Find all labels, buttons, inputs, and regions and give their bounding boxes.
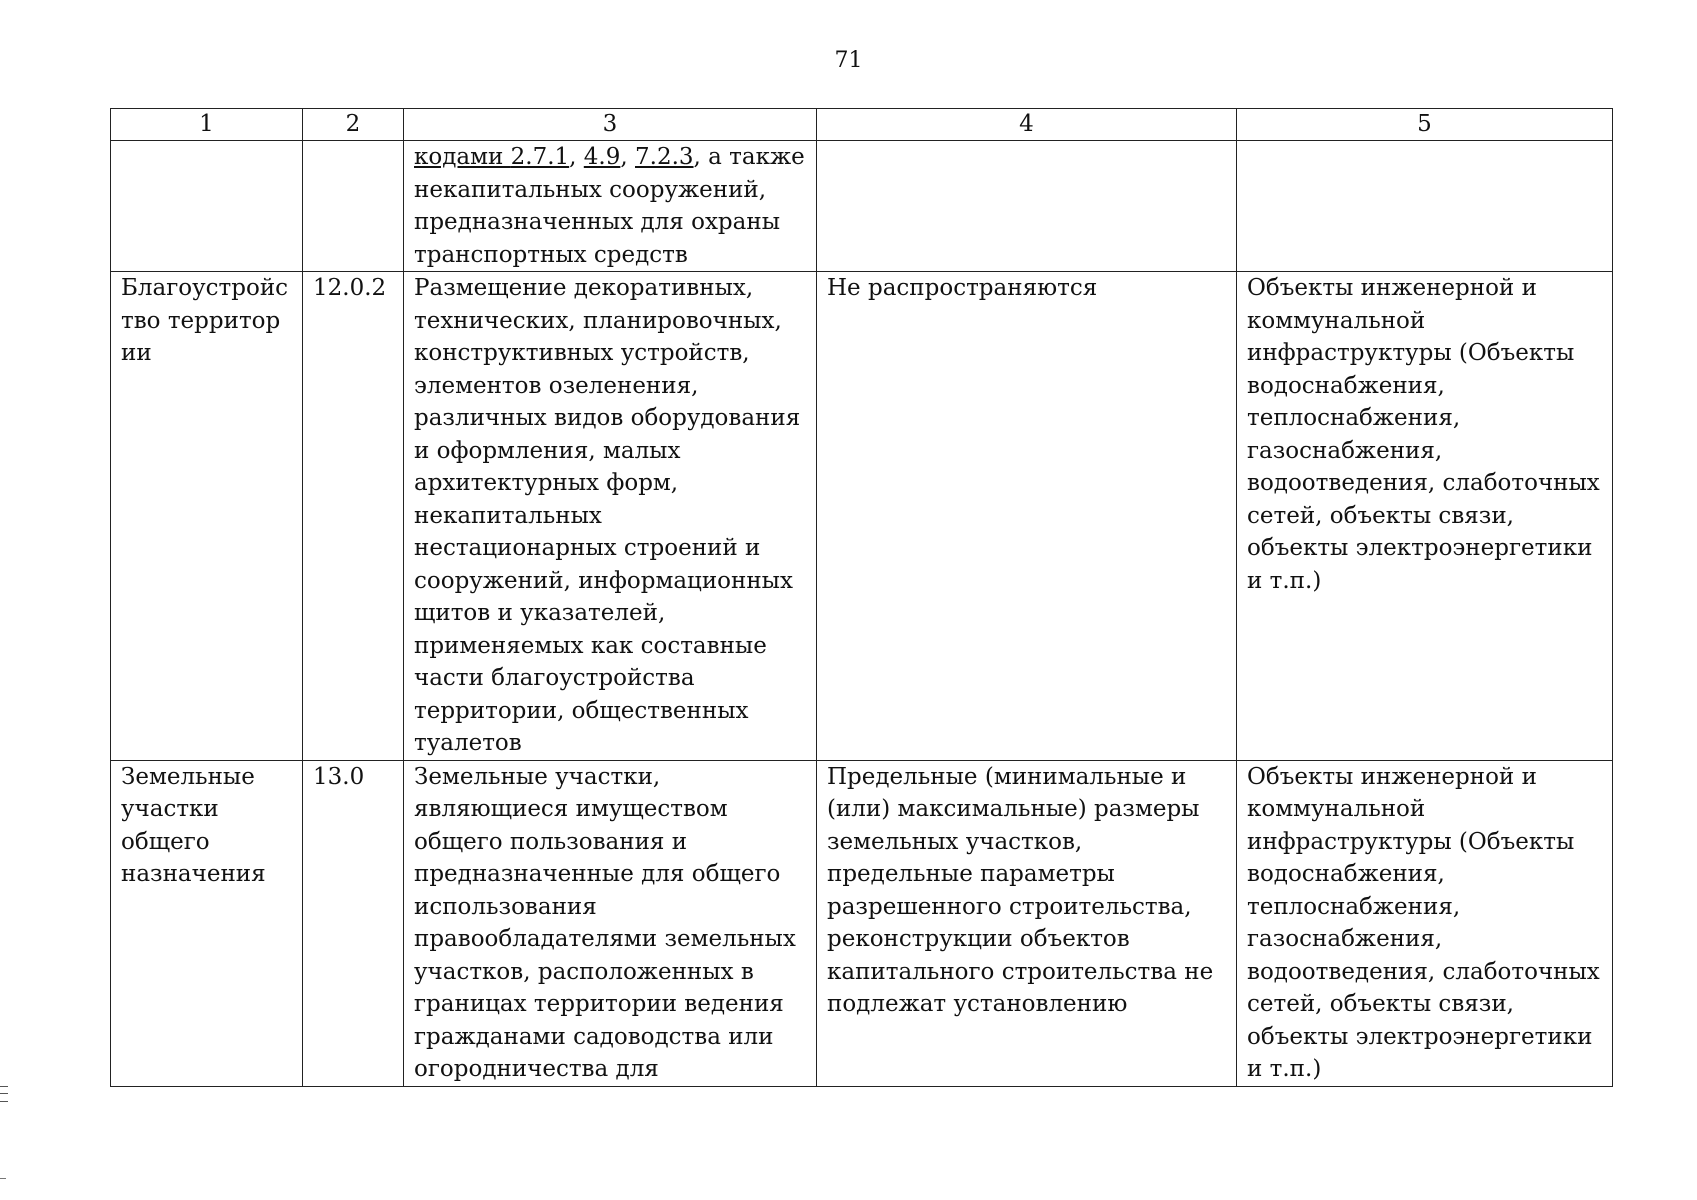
scan-edge-mark [0, 1086, 8, 1102]
scan-edge-dash [0, 1178, 6, 1179]
header-cell-4: 4 [817, 109, 1237, 141]
row1-type-cell [111, 141, 303, 272]
row1-parameters-cell [817, 141, 1237, 272]
codes-prefix: кодами [414, 144, 511, 170]
row1-description-cell [404, 141, 817, 272]
row3-code-cell: 13.0 [303, 760, 404, 1086]
header-cell-3: 3 [404, 109, 817, 141]
zoning-table [110, 108, 1613, 1087]
table-header-row [111, 109, 1613, 141]
row2-code-cell: 12.0.2 [303, 272, 404, 761]
header-cell-2: 2 [303, 109, 404, 141]
row3-parameters-cell: Предельные (минимальные и (или) максимальные) размеры земельных участков, предельные параметры разрешенного строительства, реконструкции объектов капитального строительства не подлежат установлению [817, 760, 1237, 1086]
table-row [111, 141, 1613, 272]
code-separator: , [569, 144, 584, 170]
code-link-4-9[interactable]: 4.9 [583, 144, 621, 170]
header-cell-1: 1 [111, 109, 303, 141]
row3-description-cell: Земельные участки, являющиеся имуществом общего пользования и предназначенные для общего использования правообладателями земельных участков, расположенных в границах территории ведения гражданами садоводства или огородничества для [404, 760, 817, 1086]
row3-type-cell: Земельные участки общего назначения [111, 760, 303, 1086]
table-row [111, 760, 1613, 1086]
row2-description-cell: Размещение декоративных, технических, планировочных, конструктивных устройств, элементов озеленения, различных видов оборудования и оформления, малых архитектурных форм, некапитальных нестационарных строений и сооружений, информационных щитов и указателей, применяемых как составные части благоустройства территории, общественных туалетов [404, 272, 817, 761]
row1-auxiliary-cell [1237, 141, 1613, 272]
table-row [111, 272, 1613, 761]
code-separator: , [620, 144, 635, 170]
page-number: 71 [834, 48, 863, 73]
row2-type-cell: Благоустройство территории [111, 272, 303, 761]
row1-code-cell [303, 141, 404, 272]
row2-auxiliary-cell: Объекты инженерной и коммунальной инфраструктуры (Объекты водоснабжения, теплоснабжения, газоснабжения, водоотведения, слаботочных сетей, объекты связи, объекты электроэнергетики и т.п.) [1237, 272, 1613, 761]
header-cell-5: 5 [1237, 109, 1613, 141]
code-link-7-2-3[interactable]: 7.2.3 [635, 144, 694, 170]
row2-parameters-cell: Не распространяются [817, 272, 1237, 761]
row3-auxiliary-cell: Объекты инженерной и коммунальной инфраструктуры (Объекты водоснабжения, теплоснабжения, газоснабжения, водоотведения, слаботочных сетей, объекты связи, объекты электроэнергетики и т.п.) [1237, 760, 1613, 1086]
row1-description-text: , а также некапитальных сооружений, предназначенных для охраны транспортных средств [414, 144, 805, 268]
code-link-2-7-1[interactable]: 2.7.1 [510, 144, 570, 170]
